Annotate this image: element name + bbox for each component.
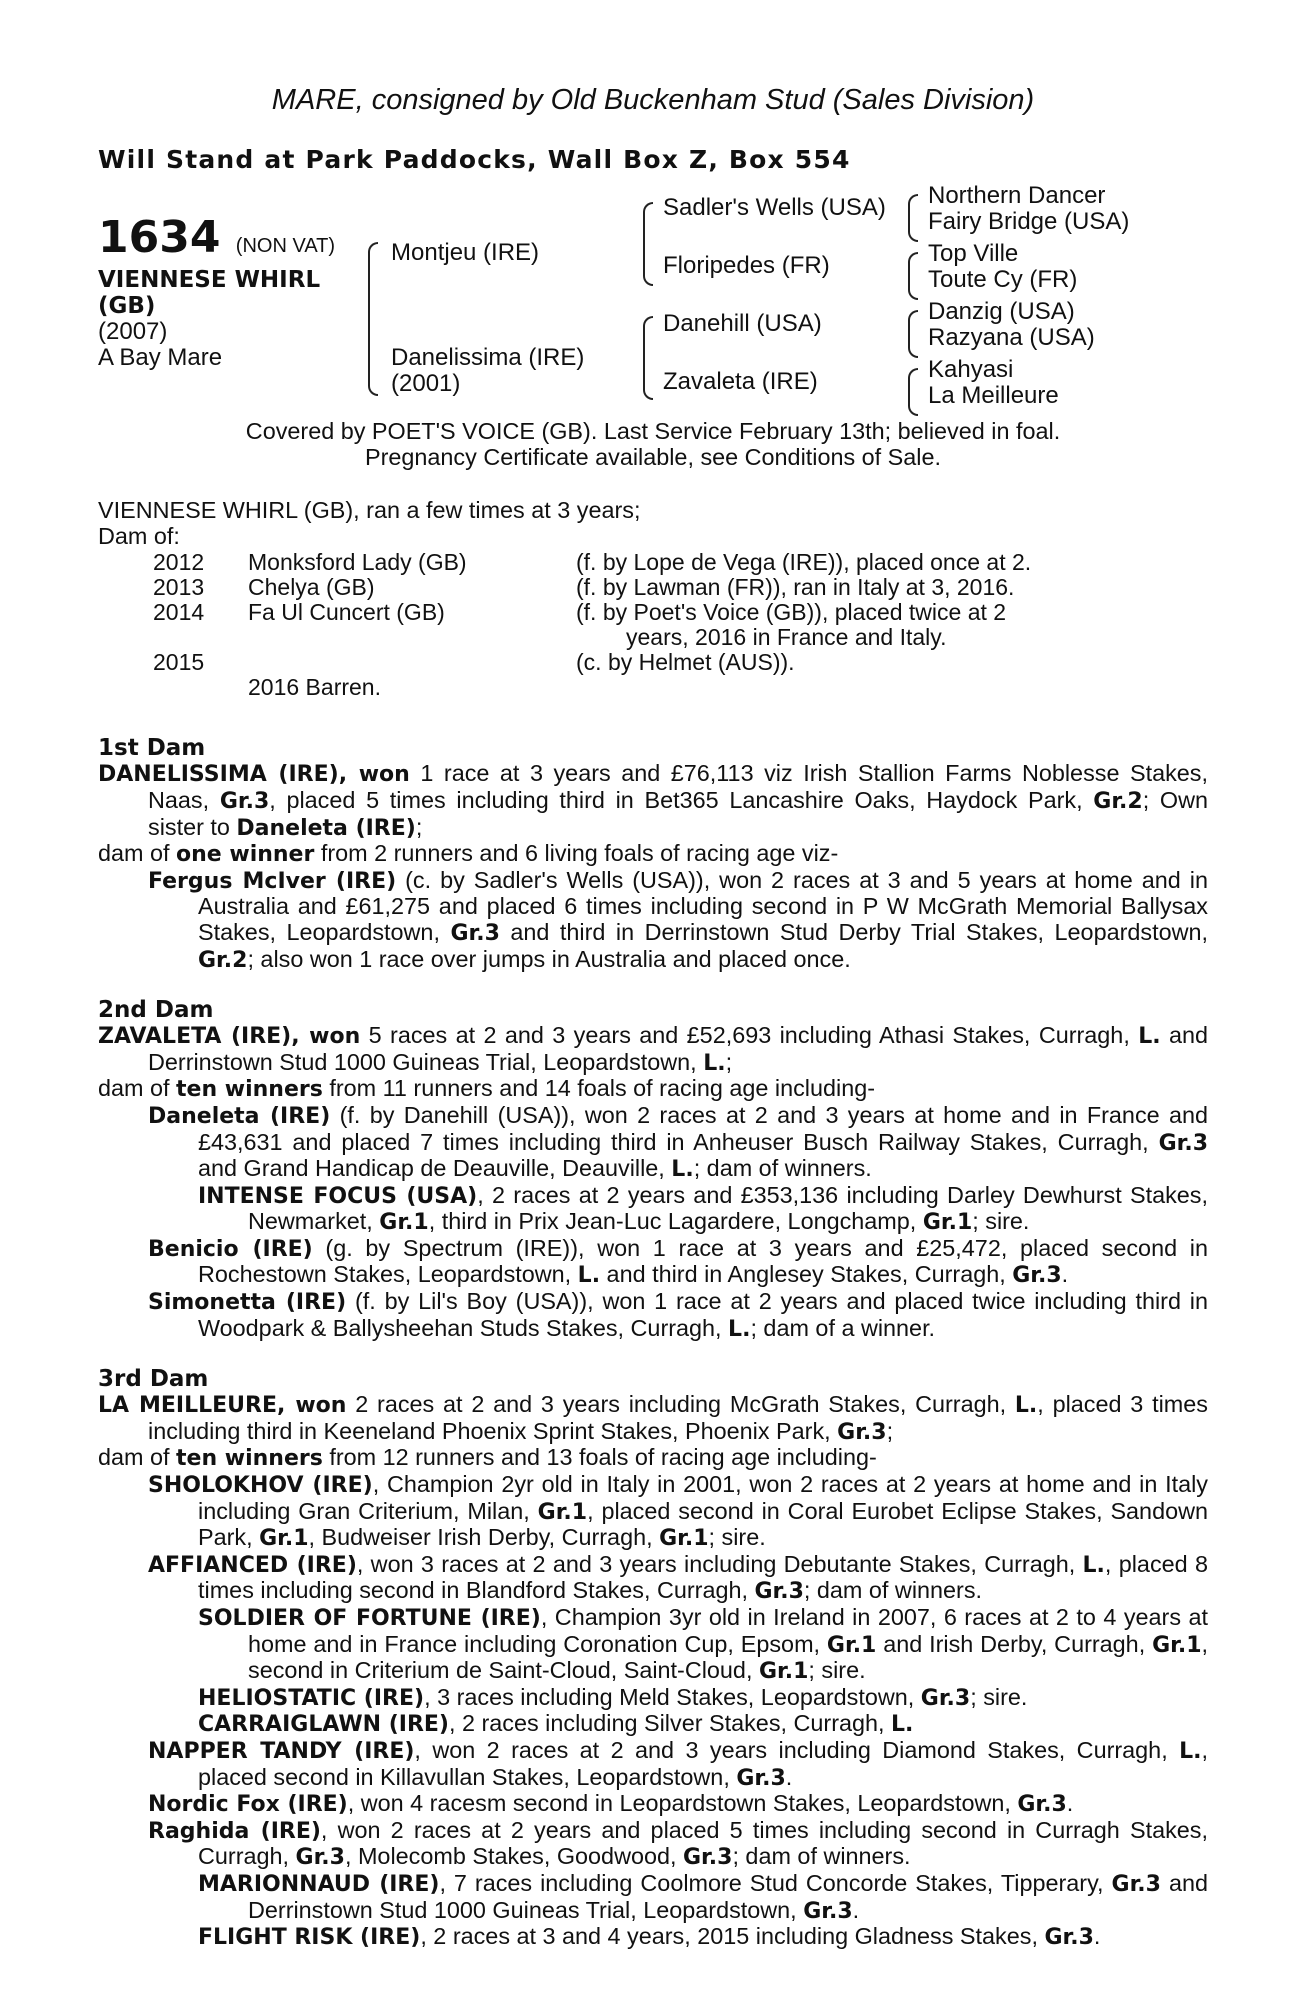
grade: L. — [671, 1157, 694, 1183]
produce-name: Monksford Lady (GB) — [248, 549, 467, 576]
text: , placed 8 times including second in Blandford Stakes, Curragh, — [198, 1550, 1208, 1604]
grade: Gr.3 — [736, 1765, 786, 1791]
vat-status: (NON VAT) — [235, 235, 336, 257]
text: , placed second in Killavullan Stakes, Leopardstown, — [198, 1736, 1208, 1790]
lot-number-value: 1634 — [98, 212, 221, 263]
third-dam-offspring — [98, 1818, 1208, 1871]
offspring-name: FLIGHT RISK (IRE) — [198, 1925, 421, 1951]
gen3-6: Razyana (USA) — [928, 324, 1095, 351]
grade: L. — [1138, 1024, 1161, 1050]
third-dam-grand-offspring — [98, 1924, 1208, 1951]
consignor-line: MARE, consigned by Old Buckenham Stud (Sales Division) — [271, 84, 1035, 116]
text: , won 3 races at 2 and 3 years including Debutante Stakes, Curragh, — [356, 1550, 1083, 1577]
offspring-name: NAPPER TANDY (IRE) — [148, 1738, 415, 1764]
produce-year: 2012 — [153, 549, 205, 576]
first-dam-heading: 1st Dam — [98, 735, 206, 762]
text: and Irish Derby, Curragh, — [876, 1630, 1153, 1657]
text: ; dam of winners. — [693, 1155, 872, 1182]
horse-country: (GB) — [98, 293, 156, 319]
text: , third in Prix Jean-Luc Lagardere, Longchamp, — [428, 1208, 923, 1235]
winners-count: ten winners — [176, 1446, 323, 1472]
text: . — [1093, 1923, 1101, 1950]
sire-dam: Floripedes (FR) — [663, 252, 830, 279]
text: , 7 races including Coolmore Stud Concorde Stakes, Tipperary, — [439, 1869, 1112, 1896]
dam-dam: Zavaleta (IRE) — [663, 368, 818, 395]
text: dam of — [98, 1075, 177, 1102]
covering-note — [98, 419, 1208, 470]
third-dam-offspring — [98, 1791, 1208, 1818]
third-dam-produce-summary — [98, 1445, 1208, 1472]
third-dam-record — [98, 1392, 1208, 1445]
text: ; — [725, 1048, 733, 1075]
offspring-name: Nordic Fox (IRE) — [148, 1792, 348, 1818]
grade: Gr.3 — [683, 1845, 733, 1871]
horse-description: A Bay Mare — [98, 344, 223, 371]
third-dam-offspring — [98, 1738, 1208, 1791]
produce-intro: VIENNESE WHIRL (GB), ran a few times at 3 years; — [98, 497, 641, 524]
pregnancy-line: Pregnancy Certificate available, see Conditions of Sale. — [365, 443, 941, 470]
text: from 12 runners and 13 foals of racing age including- — [322, 1444, 877, 1471]
produce-year: 2013 — [153, 574, 205, 601]
text: (f. by Lil's Boy (USA)), won 1 race at 2 years and placed twice including third in Woodpark & Ballysheehan Studs Stakes, Curragh, — [198, 1288, 1208, 1341]
grade: Gr.3 — [1044, 1925, 1094, 1951]
gen3-2: Fairy Bridge (USA) — [928, 208, 1130, 235]
text: and Derrinstown Stud 1000 Guineas Trial, Leopardstown, — [148, 1022, 1209, 1075]
offspring-name: SHOLOKHOV (IRE) — [148, 1473, 373, 1499]
offspring-name: Daneleta (IRE) — [148, 1103, 331, 1129]
grade: Gr.1 — [379, 1210, 429, 1236]
grade: L. — [728, 1316, 751, 1342]
lot-number — [98, 214, 335, 270]
text: dam of — [98, 1444, 177, 1471]
text: , 2 races at 3 and 4 years, 2015 including Gladness Stakes, — [420, 1923, 1045, 1950]
text: , Champion 2yr old in Italy in 2001, won 2 races at 2 years at home and in Italy including Gran Criterium, Milan, — [198, 1471, 1208, 1524]
grade: Gr.1 — [758, 1659, 809, 1685]
text: (g. by Spectrum (IRE)), won 1 race at 3 years and £25,472, placed second in Rochestown Stakes, Leopardstown, — [198, 1234, 1208, 1288]
text: and Derrinstown Stud 1000 Guineas Trial, Leopardstown, — [248, 1869, 1208, 1923]
sire-line-brace — [643, 202, 653, 286]
gen3-8: La Meilleure — [928, 382, 1059, 409]
grade: Gr.3 — [1017, 1792, 1067, 1818]
offspring-name: MARIONNAUD (IRE) — [198, 1871, 440, 1897]
sister-name: Daneleta (IRE) — [236, 815, 416, 841]
text: ; sire. — [970, 1683, 1028, 1710]
first-dam-record — [98, 761, 1208, 841]
offspring-name: CARRAIGLAWN (IRE) — [198, 1712, 449, 1738]
stable-location: Will Stand at Park Paddocks, Wall Box Z, Box 554 — [98, 145, 851, 174]
offspring-name: Benicio (IRE) — [148, 1236, 313, 1262]
grade: L. — [1014, 1393, 1038, 1419]
offspring-name: Fergus McIver (IRE) — [148, 868, 397, 894]
text: , Champion 3yr old in Ireland in 2007, 6 races at 2 to 4 years at home and in France including Coronation Cup, Epsom, — [248, 1604, 1208, 1657]
text: ; sire. — [808, 1657, 866, 1684]
gen3-3: Top Ville — [928, 240, 1019, 267]
grade: Gr.2 — [1093, 788, 1143, 814]
dam: Danelissima (IRE) — [391, 344, 585, 371]
text: , 2 races at 2 years and £353,136 including Darley Dewhurst Stakes, Newmarket, — [248, 1181, 1208, 1235]
catalogue-page — [98, 80, 1208, 1951]
offspring-name: Simonetta (IRE) — [148, 1290, 347, 1316]
dam-name: LA MEILLEURE — [98, 1393, 278, 1419]
second-dam-offspring — [98, 1236, 1208, 1289]
first-dam-produce-summary — [98, 841, 1208, 868]
horse-year: (2007) — [98, 318, 168, 345]
gen3-brace-2 — [908, 252, 918, 300]
text: , won 4 racesm second in Leopardstown Stakes, Leopardstown, — [347, 1790, 1018, 1817]
second-dam-heading: 2nd Dam — [98, 997, 214, 1024]
text: . — [852, 1896, 860, 1923]
won-label: , won — [291, 1024, 361, 1050]
grade: Gr.1 — [1152, 1632, 1202, 1658]
produce-note: (f. by Lope de Vega (IRE)), placed once at 2. — [576, 549, 1032, 576]
sire-sire: Sadler's Wells (USA) — [663, 194, 886, 221]
grade: Gr.3 — [1111, 1871, 1161, 1897]
text: , Budweiser Irish Derby, Curragh, — [308, 1524, 660, 1551]
produce-note: (f. by Lawman (FR)), ran in Italy at 3, 2016. — [576, 574, 1015, 601]
text: 5 races at 2 and 3 years and £52,693 including Athasi Stakes, Curragh, — [360, 1022, 1139, 1049]
text: , 3 races including Meld Stakes, Leopardstown, — [424, 1683, 921, 1710]
gen3-brace-1 — [908, 194, 918, 242]
grade: Gr.3 — [754, 1579, 804, 1605]
second-dam-record — [98, 1023, 1208, 1076]
text: ; dam of a winner. — [750, 1314, 936, 1341]
second-dam-offspring — [98, 1289, 1208, 1342]
gen3-brace-3 — [908, 310, 918, 358]
dam-sire: Danehill (USA) — [663, 310, 822, 337]
grade: L. — [1082, 1552, 1105, 1578]
text: ; sire. — [972, 1208, 1030, 1235]
grade: Gr.1 — [537, 1499, 588, 1525]
won-label: , won — [338, 762, 410, 788]
won-label: , won — [277, 1393, 347, 1419]
grade: Gr.3 — [837, 1419, 887, 1445]
offspring-name: Raghida (IRE) — [148, 1818, 321, 1844]
grade: Gr.1 — [659, 1526, 709, 1552]
grade: Gr.3 — [219, 788, 270, 814]
text: and Grand Handicap de Deauville, Deauville, — [198, 1155, 672, 1182]
grade: Gr.1 — [826, 1632, 877, 1658]
grade: L. — [1179, 1738, 1202, 1764]
produce-year: 2015 — [153, 649, 205, 676]
third-dam-offspring — [98, 1472, 1208, 1552]
text: dam of — [98, 840, 177, 867]
text: ; Own sister to — [148, 786, 1209, 840]
grade: L. — [703, 1050, 726, 1076]
text: (c. by Sadler's Wells (USA)), won 2 races at 3 and 5 years at home and in Australia and £61,275 and placed 6 times including second in P W McGrath Memorial Ballysax Stakes, Leopardstown, — [198, 866, 1208, 945]
grade: Gr.1 — [259, 1526, 309, 1552]
text: , second in Criterium de Saint-Cloud, Saint-Cloud, — [248, 1630, 1208, 1684]
second-dam-grand-offspring — [98, 1183, 1208, 1236]
text: ; also won 1 race over jumps in Australia and placed once. — [247, 945, 851, 972]
text: ; dam of winners. — [732, 1843, 911, 1870]
text: from 2 runners and 6 living foals of racing age viz- — [314, 840, 839, 867]
third-dam-grand-offspring — [98, 1711, 1208, 1738]
text: ; — [886, 1417, 894, 1444]
produce-note-cont: years, 2016 in France and Italy. — [626, 624, 947, 651]
grade: Gr.2 — [198, 947, 248, 973]
offspring-name: AFFIANCED (IRE) — [148, 1552, 357, 1578]
grade: Gr.1 — [922, 1210, 973, 1236]
grade: Gr.3 — [803, 1898, 853, 1924]
gen3-1: Northern Dancer — [928, 182, 1106, 209]
barren-line: 2016 Barren. — [248, 674, 381, 701]
third-dam-offspring — [98, 1552, 1208, 1605]
gen3-brace-4 — [908, 368, 918, 416]
text: , 2 races including Silver Stakes, Curragh, — [448, 1710, 892, 1737]
gen3-4: Toute Cy (FR) — [928, 266, 1078, 293]
third-dam-grand-offspring — [98, 1605, 1208, 1685]
third-dam-heading: 3rd Dam — [98, 1366, 209, 1393]
text: and third in Anglesey Stakes, Curragh, — [600, 1261, 1013, 1288]
dam-line-brace — [643, 316, 653, 400]
offspring-name: INTENSE FOCUS (USA) — [198, 1183, 478, 1209]
second-dam-offspring — [98, 1103, 1208, 1183]
text: ; — [415, 813, 423, 840]
text: . — [785, 1763, 793, 1790]
produce-table — [98, 549, 1208, 711]
grade: L. — [577, 1263, 601, 1289]
text: (f. by Danehill (USA)), won 2 races at 2 and 3 years at home and in France and £43,631 and placed 7 times including third in Anheuser Busch Railway Stakes, Curragh, — [198, 1101, 1208, 1155]
offspring-name: HELIOSTATIC (IRE) — [198, 1685, 425, 1711]
text: and third in Derrinstown Stud Derby Trial Stakes, Leopardstown, — [499, 918, 1208, 945]
horse-name: VIENNESE WHIRL — [98, 267, 321, 293]
first-dam-offspring — [98, 868, 1208, 973]
pedigree-block — [98, 182, 1208, 419]
dam-name: ZAVALETA (IRE) — [98, 1024, 292, 1050]
produce-name: Chelya (GB) — [248, 574, 375, 601]
third-dam-grand-offspring — [98, 1871, 1208, 1924]
second-dam-produce-summary — [98, 1076, 1208, 1103]
text: 2 races at 2 and 3 years including McGrath Stakes, Curragh, — [346, 1391, 1015, 1418]
text: . — [1066, 1790, 1074, 1817]
grade: Gr.3 — [295, 1845, 345, 1871]
dam-of-label: Dam of: — [98, 522, 180, 549]
third-dam-grand-offspring — [98, 1685, 1208, 1712]
grade: Gr.3 — [1158, 1130, 1208, 1156]
text: , Molecomb Stakes, Goodwood, — [344, 1843, 683, 1870]
sire: Montjeu (IRE) — [391, 239, 540, 266]
winners-count: ten winners — [176, 1077, 323, 1103]
text: ; dam of winners. — [803, 1577, 983, 1604]
gen3-7: Kahyasi — [928, 356, 1014, 383]
text: 1 race at 3 years and £76,113 viz Irish Stallion Farms Noblesse Stakes, Naas, — [148, 760, 1208, 813]
produce-note: (c. by Helmet (AUS)). — [576, 649, 795, 676]
text: , won 2 races at 2 and 3 years including Diamond Stakes, Curragh, — [414, 1736, 1180, 1763]
text: . — [1061, 1261, 1069, 1288]
produce-name: Fa Ul Cuncert (GB) — [248, 599, 445, 626]
text: , placed 3 times including third in Keeneland Phoenix Sprint Stakes, Phoenix Park, — [148, 1391, 1208, 1444]
grade: Gr.3 — [450, 920, 500, 946]
grade: Gr.3 — [920, 1685, 971, 1711]
text: ; sire. — [708, 1524, 766, 1551]
gen3-5: Danzig (USA) — [928, 298, 1075, 325]
text: from 11 runners and 14 foals of racing age including- — [322, 1075, 876, 1102]
dam-name: DANELISSIMA (IRE) — [98, 762, 339, 788]
grade: Gr.3 — [1012, 1263, 1062, 1289]
dam-year: (2001) — [391, 370, 461, 397]
text: , placed 5 times including third in Bet365 Lancashire Oaks, Haydock Park, — [269, 786, 1094, 813]
grade: L. — [891, 1712, 914, 1738]
sire-brace — [368, 242, 378, 396]
winners-count: one winner — [176, 842, 315, 868]
offspring-name: SOLDIER OF FORTUNE (IRE) — [198, 1606, 541, 1631]
produce-year: 2014 — [153, 599, 205, 626]
covered-line: Covered by POET'S VOICE (GB). Last Service February 13th; believed in foal. — [245, 418, 1061, 444]
text: , won 2 races at 2 years and placed 5 times including second in Curragh Stakes, Curragh, — [198, 1816, 1208, 1870]
produce-note: (f. by Poet's Voice (GB)), placed twice at 2 — [576, 599, 1007, 626]
text: , placed second in Coral Eurobet Eclipse Stakes, Sandown Park, — [198, 1497, 1208, 1551]
